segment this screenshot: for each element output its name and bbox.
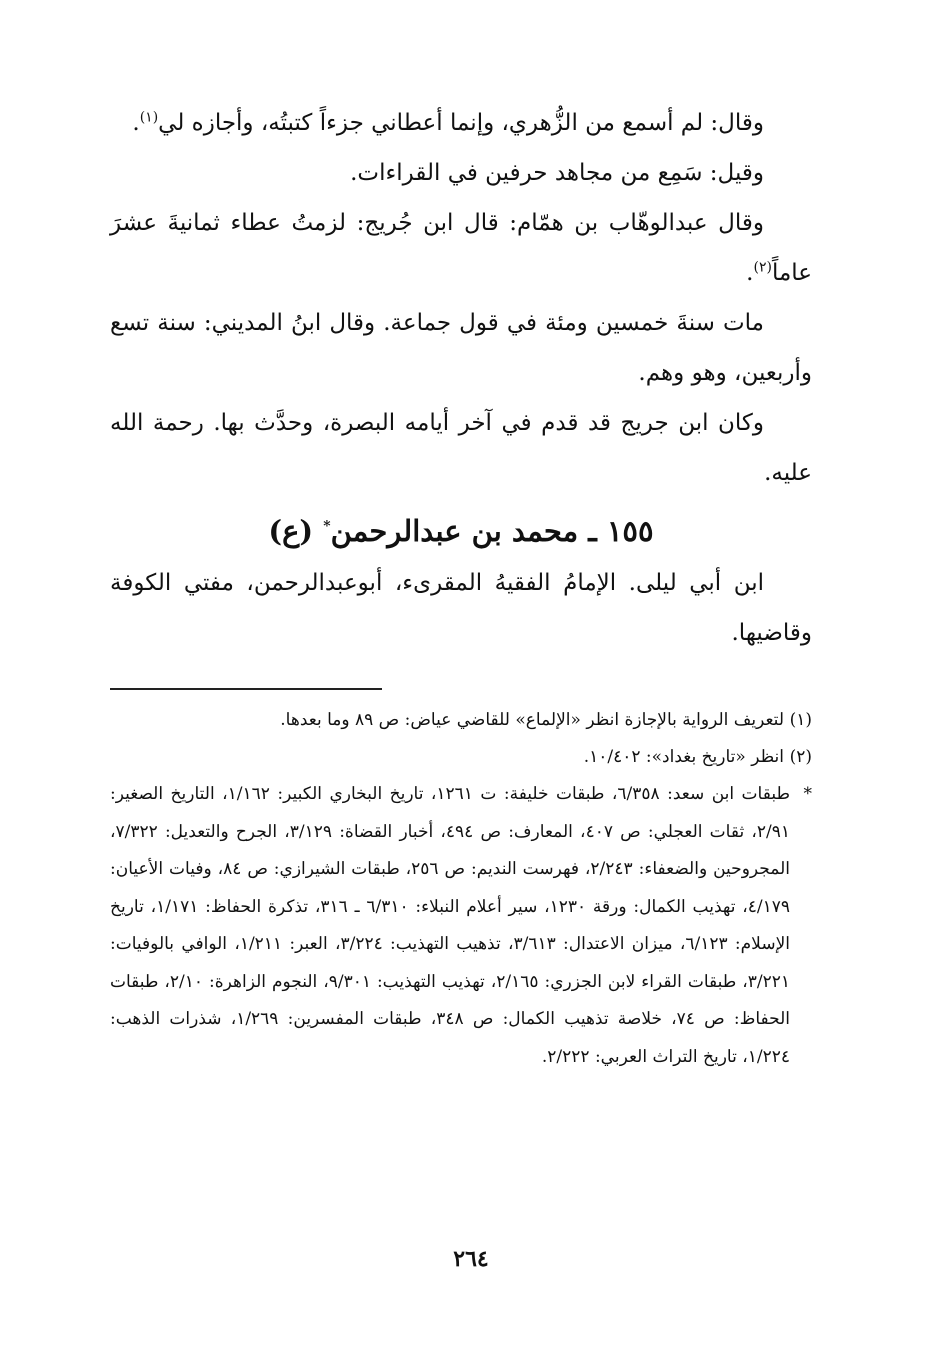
footnote-ref-1: (١) [139,109,159,126]
page-content [110,98,812,1076]
entry-paragraph-1: ابن أبي ليلى. الإمامُ الفقيهُ المقرىء، أبوعبدالرحمن، مفتي الكوفة وقاضيها. [110,570,812,646]
body-paragraph-2: وقيل: سَمِع من مجاهد حرفين في القراءات. [350,160,764,186]
sources-marker: * [323,518,331,535]
entry-code: (ع) [268,514,314,548]
body-paragraph-3: وقال عبدالوهّاب بن همّام: قال ابن جُريج: لزمتُ عطاء ثمانيةَ عشرَ عاماً$^{(٢)}$. [110,210,812,286]
footnote-ref-2: (٢) [753,259,772,276]
entry-name: محمد بن عبدالرحمن [330,514,579,548]
footnote-number: (٢) [789,747,812,767]
sources-note [110,776,812,1076]
footnote-number: (١) [789,710,812,730]
entry-number: ١٥٥ [606,514,654,548]
heading-dash: ـ [588,514,597,548]
sources-text: طبقات ابن سعد: ٦/٣٥٨، طبقات خليفة: ت ١٢٦١، تاريخ البخاري الكبير: ١/١٦٢، التاريخ الصغير: ٢/٩١، ثقات العجلي: ص ٤٠٧، المعارف: ص ٤٩٤، أخبار القضاة: ٣/١٢٩، الجرح والتعديل: ٧/٣٢٢، المجروحين والضعفاء: ٢/٢٤٣، فهرست النديم: ص ٢٥٦، طبقات الشيرازي: ص ٨٤، وفيات الأعيان: ٤/١٧٩، تهذيب الكمال: ورقة ١٢٣٠، سير أعلام النبلاء: ٦/٣١٠ ـ ٣١٦، تذكرة الحفاظ: ١/١٧١، تاريخ الإسلام: ٦/١٢٣، ميزان الاعتدال: ٣/٦١٣، تذهيب التهذيب: ٣/٢٢٤، العبر: ١/٢١١، الوافي بالوفيات: ٣/٢٢١، طبقات القراء لابن الجزري: ٢/١٦٥، تهذيب التهذيب: ٩/٣٠١، النجوم الزاهرة: ٢/١٠، طبقات الحفاظ: ص ٧٤، خلاصة تذهيب الكمال: ص ٣٤٨، طبقات المفسرين: ١/٢٦٩، شذرات الذهب: ١/٢٢٤، تاريخ التراث العربي: ٢/٢٢٢. [110,784,790,1067]
entry-heading [110,504,812,558]
body-paragraph-4: مات سنةَ خمسين ومئة في قول جماعة. وقال ابنُ المديني: سنة تسع وأربعين، وهو وهم. [110,310,812,386]
page-number: ٢٦٤ [453,1246,489,1272]
sources-star: * [803,784,812,804]
footnote-2 [110,739,812,776]
footnote-text: لتعريف الرواية بالإجازة انظر «الإلماع» للقاضي عياض: ص ٨٩ وما بعدها. [280,710,784,730]
body-paragraph-1: وقال: لم أسمع من الزُّهري، وإنما أعطاني جزءاً كتبتُه، وأجازه لي$^{(١)}$. [132,109,764,136]
body-paragraph-5: وكان ابن جريج قد قدم في آخر أيامه البصرة، وحدَّث بها. رحمة الله عليه. [110,410,812,486]
footnote-text: انظر «تاريخ بغداد»: ١٠/٤٠٢. [583,747,784,767]
footnote-1 [110,702,812,739]
footnote-divider [110,688,812,690]
